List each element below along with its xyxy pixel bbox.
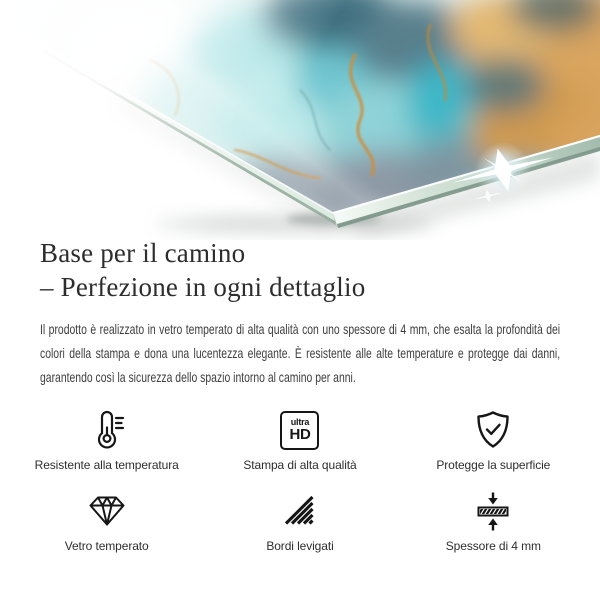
white-fade-overlay bbox=[0, 0, 600, 240]
ultra-hd-icon: ultra HD bbox=[280, 411, 319, 450]
feature-label: Spessore di 4 mm bbox=[445, 539, 541, 553]
feature-label: Vetro temperato bbox=[64, 539, 149, 553]
product-info-section bbox=[0, 236, 600, 553]
thickness-icon bbox=[471, 489, 515, 533]
features-grid bbox=[10, 407, 590, 553]
thermometer-icon bbox=[85, 408, 129, 452]
product-description: Il prodotto è realizzato in vetro temperato di alta qualità con uno spessore di 4 mm, che esalta la profondità dei colori della stampa e dona una lucentezza elegante. È resistente alle alte temperature e protegge dai danni, garantendo così la sicurezza dello spazio intorno al camino per anni. bbox=[40, 321, 561, 385]
page-title bbox=[40, 236, 560, 304]
feature-label: Resistente alla temperatura bbox=[34, 458, 179, 472]
diamond-icon bbox=[85, 489, 129, 533]
feature-print-quality bbox=[203, 407, 396, 472]
product-description-wrap bbox=[40, 317, 560, 391]
title-line-2: – Perfezione in ogni dettaglio bbox=[40, 272, 366, 302]
title-line-1: Base per il camino bbox=[40, 238, 246, 268]
feature-label: Protegge la superficie bbox=[436, 458, 551, 472]
feature-temperature bbox=[10, 407, 203, 472]
feature-tempered-glass bbox=[10, 488, 203, 553]
product-photo bbox=[0, 0, 600, 240]
feature-label: Bordi levigati bbox=[266, 539, 334, 553]
feature-protection bbox=[397, 407, 590, 472]
shield-check-icon bbox=[471, 408, 515, 452]
feature-thickness bbox=[397, 488, 590, 553]
polished-edges-icon bbox=[278, 489, 322, 533]
feature-label: Stampa di alta qualità bbox=[243, 458, 357, 472]
glass-panel-image bbox=[0, 0, 600, 240]
feature-polished-edges bbox=[203, 488, 396, 553]
